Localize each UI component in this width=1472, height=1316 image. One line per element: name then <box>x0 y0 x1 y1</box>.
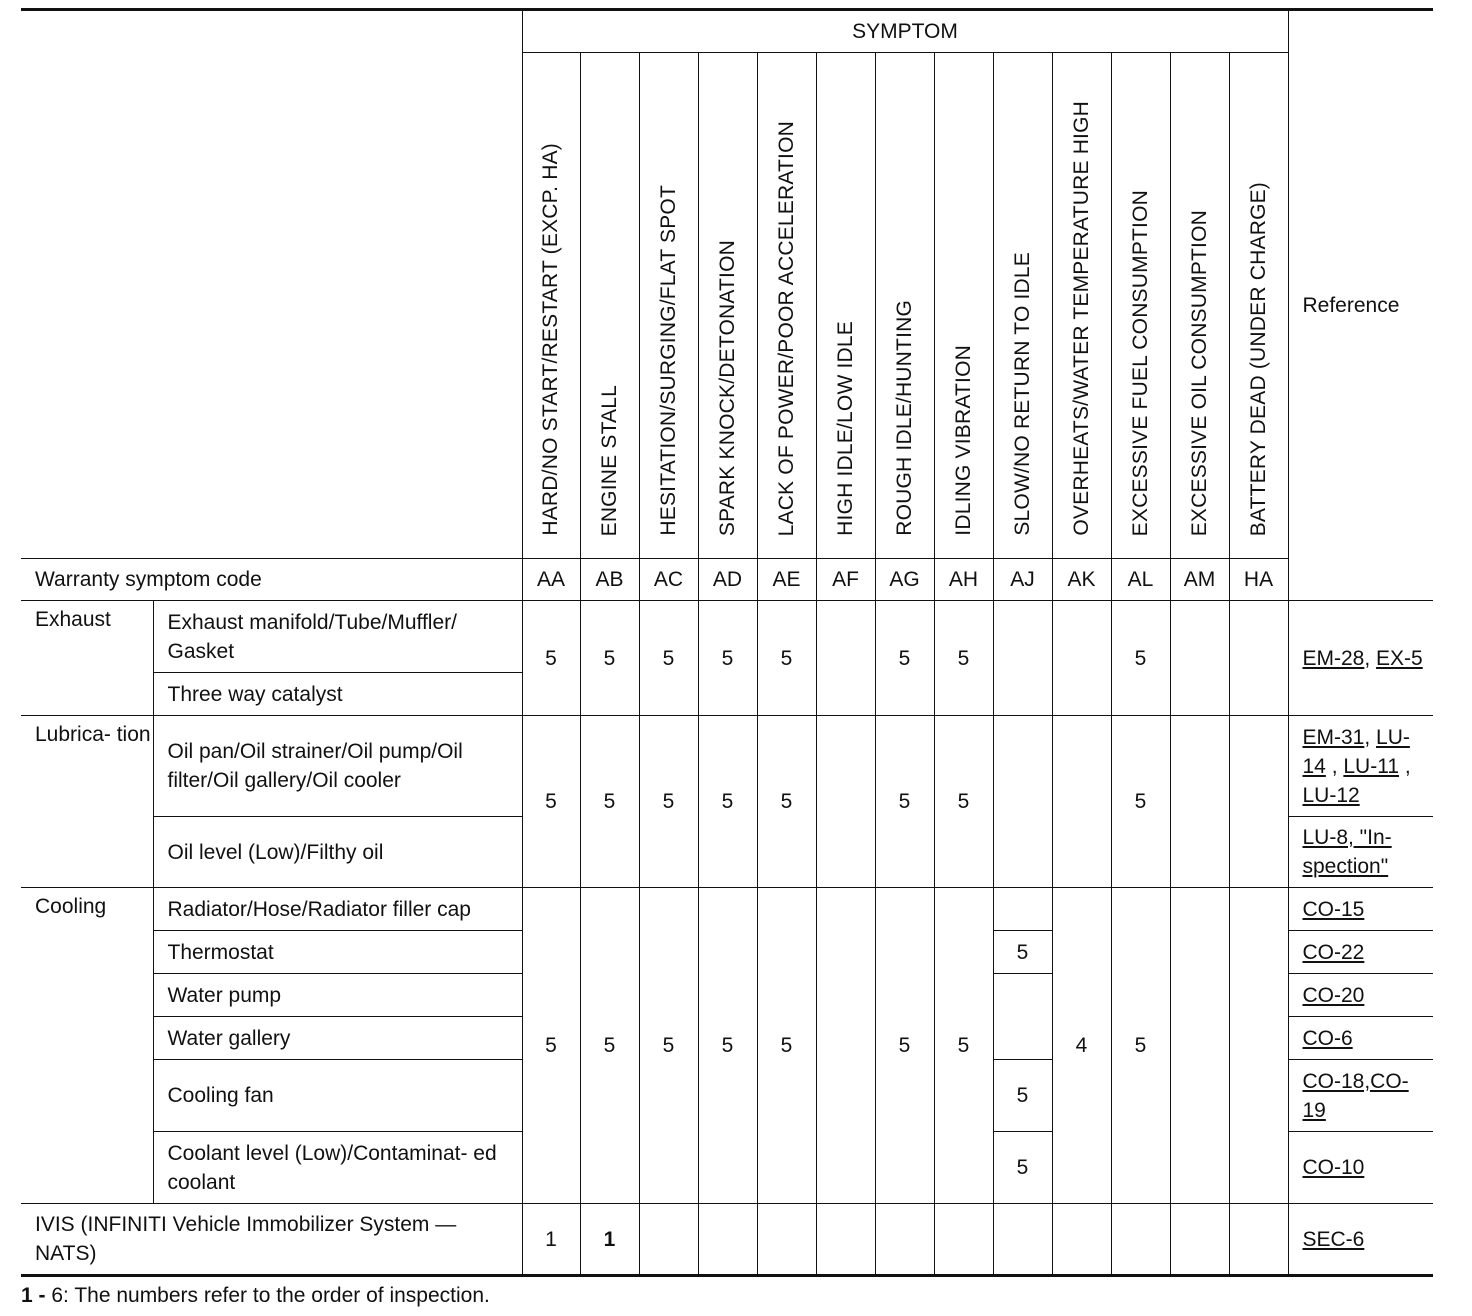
item-label: Oil pan/Oil strainer/Oil pump/Oil filter/Oil gallery/Oil cooler <box>153 716 522 817</box>
reference-cell <box>1288 888 1433 931</box>
symptom-code: AE <box>757 559 816 601</box>
item-label: Thermostat <box>153 931 522 974</box>
symptom-name: ROUGH IDLE/HUNTING <box>875 53 934 559</box>
value-cell <box>757 1204 816 1276</box>
value-cell: 1 <box>522 1204 580 1276</box>
value-cell: 5 <box>934 888 993 1204</box>
item-label: Oil level (Low)/Filthy oil <box>153 817 522 888</box>
symptom-code: AM <box>1170 559 1229 601</box>
item-label: Three way catalyst <box>153 673 522 716</box>
symptom-table <box>21 8 1433 1277</box>
item-label: Coolant level (Low)/Contaminat- ed coolant <box>153 1132 522 1204</box>
symptom-code: AA <box>522 559 580 601</box>
footnote: 1 - 6: The numbers refer to the order of inspection. <box>21 1284 490 1307</box>
value-cell: 5 <box>522 601 580 716</box>
value-cell <box>816 716 875 888</box>
value-cell <box>1229 601 1288 716</box>
value-cell: 5 <box>522 716 580 888</box>
reference-link[interactable]: CO-10 <box>1302 1156 1365 1179</box>
value-cell: 5 <box>698 601 757 716</box>
value-cell: 5 <box>875 716 934 888</box>
value-cell <box>1229 1204 1288 1276</box>
reference-cell: EM-31, LU-14 , LU-11 , LU-12 <box>1288 716 1433 817</box>
item-label: Radiator/Hose/Radiator filler cap <box>153 888 522 931</box>
symptom-code: AF <box>816 559 875 601</box>
value-cell <box>1052 601 1111 716</box>
value-cell: 5 <box>757 601 816 716</box>
value-cell: 5 <box>639 716 698 888</box>
group-label-exhaust: Exhaust <box>21 601 153 716</box>
value-cell: 1 <box>580 1204 639 1276</box>
symptom-name: SLOW/NO RETURN TO IDLE <box>993 53 1052 559</box>
value-cell <box>639 1204 698 1276</box>
reference-link[interactable]: LU-12 <box>1302 783 1360 807</box>
value-cell <box>1052 1204 1111 1276</box>
value-cell: 4 <box>1052 888 1111 1204</box>
value-cell <box>816 1204 875 1276</box>
value-cell: 5 <box>580 601 639 716</box>
value-cell: 5 <box>934 601 993 716</box>
reference-cell <box>1288 1017 1433 1060</box>
reference-link[interactable]: EM-28 <box>1302 646 1365 670</box>
value-cell <box>875 1204 934 1276</box>
symptom-code: AD <box>698 559 757 601</box>
value-cell <box>993 974 1052 1060</box>
value-cell <box>1229 888 1288 1204</box>
value-cell <box>993 888 1052 931</box>
value-cell <box>1111 1204 1170 1276</box>
reference-cell <box>1288 931 1433 974</box>
value-cell: 5 <box>875 888 934 1204</box>
value-cell <box>698 1204 757 1276</box>
reference-link[interactable]: EM-31 <box>1302 725 1365 749</box>
value-cell: 5 <box>934 716 993 888</box>
value-cell: 5 <box>522 888 580 1204</box>
reference-link[interactable]: CO-6 <box>1302 1026 1353 1050</box>
symptom-name: EXCESSIVE OIL CONSUMPTION <box>1170 53 1229 559</box>
header-blank <box>21 10 522 559</box>
value-cell: 5 <box>1111 716 1170 888</box>
value-cell: 5 <box>698 716 757 888</box>
reference-link[interactable]: CO-15 <box>1302 897 1365 921</box>
symptom-code: AL <box>1111 559 1170 601</box>
reference-cell <box>1288 1132 1433 1204</box>
reference-cell <box>1288 817 1433 888</box>
reference-link[interactable]: LU-8, "In- spection" <box>1302 826 1392 878</box>
group-label-cooling: Cooling <box>21 888 153 1204</box>
symptom-name: HESITATION/SURGING/FLAT SPOT <box>639 53 698 559</box>
reference-title: Reference <box>1288 10 1433 601</box>
symptom-title: SYMPTOM <box>522 10 1288 53</box>
warranty-label: Warranty symptom code <box>21 559 522 601</box>
value-cell: 5 <box>1111 601 1170 716</box>
value-cell <box>993 601 1052 716</box>
value-cell: 5 <box>993 1060 1052 1132</box>
value-cell <box>1170 716 1229 888</box>
reference-link[interactable]: SEC-6 <box>1302 1227 1365 1251</box>
value-cell <box>934 1204 993 1276</box>
reference-cell <box>1288 1060 1433 1132</box>
value-cell: 5 <box>757 888 816 1204</box>
symptom-name: EXCESSIVE FUEL CONSUMPTION <box>1111 53 1170 559</box>
reference-cell <box>1288 974 1433 1017</box>
value-cell: 5 <box>757 716 816 888</box>
symptom-name: ENGINE STALL <box>580 53 639 559</box>
symptom-name: LACK OF POWER/POOR ACCELERATION <box>757 53 816 559</box>
value-cell: 5 <box>580 716 639 888</box>
value-cell: 5 <box>1111 888 1170 1204</box>
item-label: Water pump <box>153 974 522 1017</box>
item-label: Cooling fan <box>153 1060 522 1132</box>
symptom-name: IDLING VIBRATION <box>934 53 993 559</box>
value-cell: 5 <box>639 601 698 716</box>
reference-link[interactable]: LU-11 <box>1343 754 1400 778</box>
symptom-name: HARD/NO START/RESTART (EXCP. HA) <box>522 53 580 559</box>
value-cell: 5 <box>993 931 1052 974</box>
value-cell: 5 <box>698 888 757 1204</box>
value-cell <box>1052 716 1111 888</box>
ivis-label: IVIS (INFINITI Vehicle Immobilizer System — NATS) <box>21 1204 522 1276</box>
reference-link[interactable]: EX-5 <box>1376 646 1423 670</box>
reference-cell <box>1288 1204 1433 1276</box>
symptom-name: HIGH IDLE/LOW IDLE <box>816 53 875 559</box>
symptom-code: AC <box>639 559 698 601</box>
value-cell: 5 <box>580 888 639 1204</box>
symptom-code: HA <box>1229 559 1288 601</box>
symptom-code: AH <box>934 559 993 601</box>
symptom-code: AK <box>1052 559 1111 601</box>
symptom-name: OVERHEATS/WATER TEMPERATURE HIGH <box>1052 53 1111 559</box>
symptom-code: AJ <box>993 559 1052 601</box>
reference-link[interactable]: CO-18,CO-19 <box>1302 1069 1409 1122</box>
value-cell <box>816 601 875 716</box>
value-cell <box>1170 601 1229 716</box>
value-cell <box>993 1204 1052 1276</box>
value-cell <box>993 716 1052 888</box>
value-cell <box>816 888 875 1204</box>
value-cell: 5 <box>875 601 934 716</box>
item-label: Water gallery <box>153 1017 522 1060</box>
item-label: Exhaust manifold/Tube/Muffler/ Gasket <box>153 601 522 673</box>
value-cell: 5 <box>993 1132 1052 1204</box>
value-cell <box>1170 1204 1229 1276</box>
value-cell: 5 <box>639 888 698 1204</box>
symptom-code: AG <box>875 559 934 601</box>
reference-link[interactable]: LU-14 <box>1302 725 1410 778</box>
value-cell <box>1229 716 1288 888</box>
reference-link[interactable]: CO-22 <box>1302 940 1365 964</box>
value-cell <box>1170 888 1229 1204</box>
reference-link[interactable]: CO-20 <box>1302 983 1365 1007</box>
symptom-name: BATTERY DEAD (UNDER CHARGE) <box>1229 53 1288 559</box>
reference-cell: EM-28, EX-5 <box>1288 601 1433 716</box>
symptom-code: AB <box>580 559 639 601</box>
symptom-name: SPARK KNOCK/DETONATION <box>698 53 757 559</box>
group-label-lubrication: Lubrica- tion <box>21 716 153 888</box>
